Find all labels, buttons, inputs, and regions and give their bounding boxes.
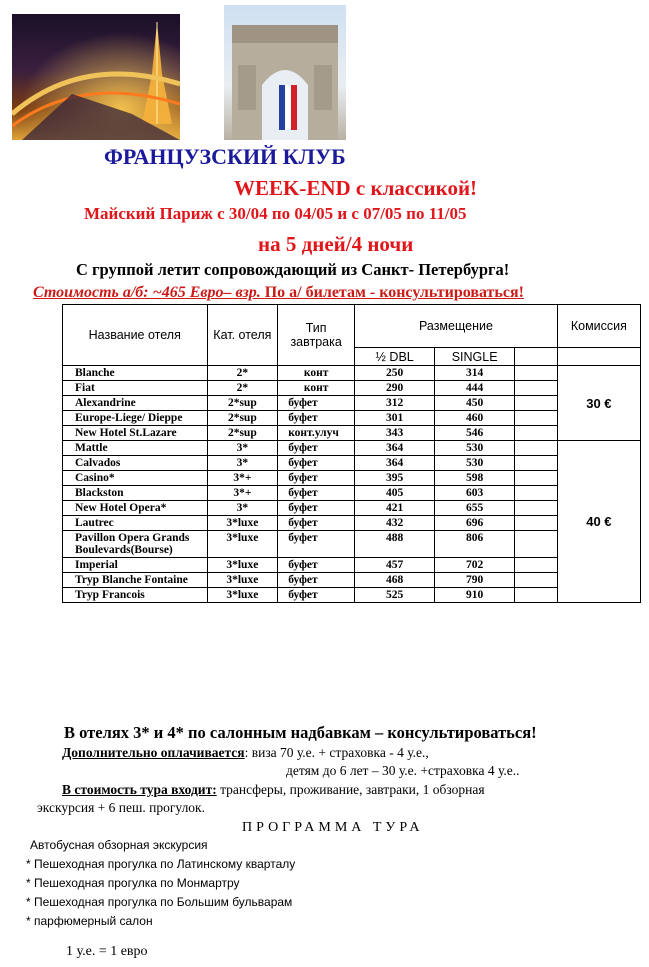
tour-dates: Майский Париж с 30/04 по 04/05 и с 07/05 по 11/05 [84,204,467,223]
table-row: Calvados 3* буфет 364 530 [63,456,641,471]
table-row: Blanche 2* конт 250 314 30 € [63,366,641,381]
list-item: * Пешеходная прогулка по Латинскому кварталу [26,857,296,871]
table-row: Europe-Liege/ Dieppe 2*sup буфет 301 460 [63,411,641,426]
cost-tickets: По а/ билетам - консультироваться! [264,284,524,301]
cost-line [33,284,524,302]
exchange-rate: 1 у.е. = 1 евро [66,944,148,959]
table-row: Tryp Francois 3*luxe буфет 525 910 [63,588,641,603]
table-row: New Hotel St.Lazare 2*sup конт.улуч 343 546 [63,426,641,441]
header-breakfast: Тип завтрака [278,305,355,366]
table-row: Lautrec 3*luxe буфет 432 696 [63,516,641,531]
header-category: Кат. отеля [207,305,278,366]
program-title: ПРОГРАММА ТУРА [242,820,424,835]
eiffel-tower-photo [12,14,180,140]
extra-payment-line [62,745,429,761]
program-list [26,836,295,931]
table-row: Imperial 3*luxe буфет 457 702 [63,558,641,573]
header-single: SINGLE [435,348,515,366]
extra-payment-label: Дополнительно оплачивается [62,745,245,760]
list-item: * Пешеходная прогулка по Большим бульварам [26,895,293,909]
table-row: Casino* 3*+ буфет 395 598 [63,471,641,486]
included-text: трансферы, проживание, завтраки, 1 обзорная [216,782,485,797]
table-row: Fiat 2* конт 290 444 [63,381,641,396]
hotel-price-table [62,304,641,603]
table-row: New Hotel Opera* 3* буфет 421 655 [63,501,641,516]
header-commission-empty [557,348,640,366]
page-title: ФРАНЦУЗСКИЙ КЛУБ [104,144,346,169]
cost-label: Стоимость а/б: ~465 Евро– взр. [33,284,261,301]
extra-payment-children: детям до 6 лет – 30 у.е. +страховка 4 у.е.. [286,763,520,778]
subtitle: WEEK-END с классикой! [234,176,478,200]
table-row: Pavillon Opera Grands Boulevards(Bourse) 3*luxe буфет 488 806 [63,531,641,558]
list-item: * Пешеходная прогулка по Монмартру [26,876,240,890]
header-commission: Комиссия [557,305,640,348]
list-item: * парфюмерный салон [26,914,153,928]
header-empty [515,348,558,366]
table-row: Alexandrine 2*sup буфет 312 450 [63,396,641,411]
table-row: Mattle 3* буфет 364 530 40 € [63,441,641,456]
tour-duration: на 5 дней/4 ночи [258,232,414,256]
header-dbl: ½ DBL [355,348,435,366]
table-row: Blackston 3*+ буфет 405 603 [63,486,641,501]
table-row: Tryp Blanche Fontaine 3*luxe буфет 468 790 [63,573,641,588]
included-line [62,782,485,798]
commission-group-1: 30 € [557,366,640,441]
list-item: Автобусная обзорная экскурсия [30,838,208,852]
included-label: В стоимость тура входит: [62,782,217,797]
header-accommodation: Размещение [355,305,558,348]
commission-group-2: 40 € [557,441,640,603]
included-text-continued: экскурсия + 6 пеш. прогулок. [37,800,205,815]
surcharge-note: В отелях 3* и 4* по салонным надбавкам – консультироваться! [64,723,537,742]
extra-payment-text: : виза 70 у.е. + страховка - 4 у.е., [244,745,429,760]
hotel-rows [63,366,641,603]
group-note: С группой летит сопровождающий из Санкт- Петербурга! [76,260,510,279]
header-hotel: Название отеля [63,305,208,366]
arc-de-triomphe-photo [224,5,346,140]
